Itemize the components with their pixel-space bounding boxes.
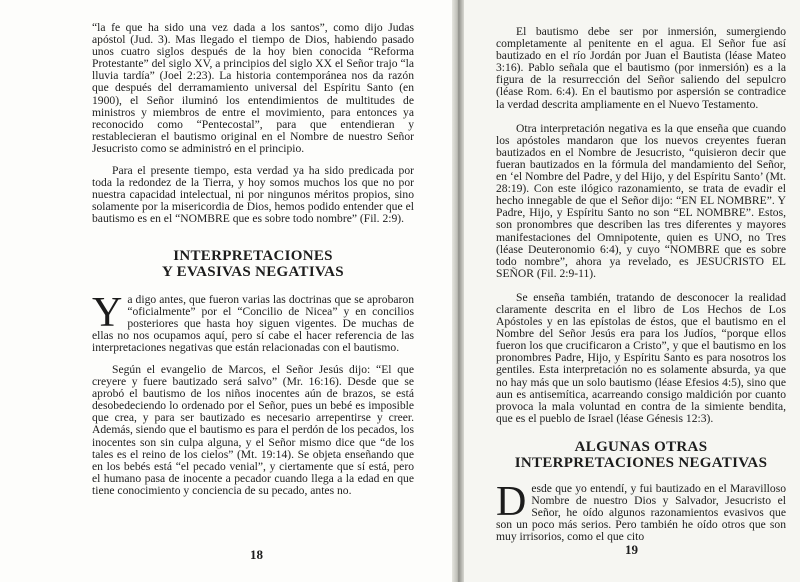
drop-cap: D bbox=[496, 478, 527, 525]
paragraph-text: a digo antes, que fueron varias las doctrinas que se aprobaron “oficialmente” por el “Concilio de Nicea” y en concilios posteriores que hasta hoy siguen vigentes. De muchas de ellas no nos ocupamos aquí, pero sí cabe el hacer referencia de las interpretaciones negativas que están relacionadas con el bautismo. bbox=[92, 292, 414, 354]
page-number: 18 bbox=[250, 547, 263, 562]
paragraph: Otra interpretación negativa es la que enseña que cuando los apóstoles mandaron que los nuevos creyentes fueran bautizados en el Nombre de Jesucristo, “quisieron decir que fueran bautizados en la fórmula del mandamiento del Señor, en ‘el Nombre del Padre, y del Hijo, y del Espíritu Santo’ (Mt. 28:19). Con este ilógico razonamiento, se trata de evadir el hecho innegable de que el Señor dijo: “EN EL NOMBRE”. Y Padre, Hijo, y Espíritu Santo no son “EL NOMBRE”. Estos, son pronombres que describen las tres diferentes y mayores manifestaciones del Omnipotente, quien es UNO, no Tres (léase Deuteronomio 6:4), y cuyo “NOMBRE que es sobre todo nombre”, ahora ya revelado, es JESUCRISTO EL SEÑOR (Fil. 2:9-11). bbox=[496, 121, 786, 280]
heading-line: Y EVASIVAS NEGATIVAS bbox=[162, 263, 344, 280]
paragraph: Se enseña también, tratando de desconocer la realidad claramente descrita en el libro de Los Hechos de Los Apóstoles y en las epístolas de éstos, que el bautismo en el Nombre del Señor Jesús era para los Judíos, “porque ellos fueron los que crucificaron a Cristo”, y que el bautismo en los pronombres Padre, Hijo, y Espíritu Santo es para nosotros los gentiles. Esta interpretación no es solamente absurda, ya que no hay más que un solo bautismo (léase Efesios 4:5), sino que aun es antisemítica, acarreando consigo maldición por cuanto provoca la mala voluntad en contra de la simiente bendita, que es el pueblo de Israel (léase Génesis 12:3). bbox=[496, 290, 786, 425]
heading-line: ALGUNAS OTRAS bbox=[574, 438, 708, 455]
page-number: 19 bbox=[625, 542, 638, 557]
left-text-column bbox=[92, 22, 414, 497]
paragraph bbox=[496, 478, 786, 544]
paragraph: Para el presente tiempo, esta verdad ya ha sido predicada por toda la redondez de la Tierra, y hoy somos muchos los que no por nuestra capacidad intelectual, ni por ningunos méritos propios, sino solamente por la misericordia de Dios, hemos podido entender que el bautismo es en el “NOMBRE que es sobre todo nombre” (Fil. 2:9). bbox=[92, 164, 414, 226]
section-heading bbox=[92, 248, 414, 280]
paragraph bbox=[92, 289, 414, 354]
paragraph: Según el evangelio de Marcos, el Señor Jesús dijo: “El que creyere y fuere bautizado será salvo” (Mr. 16:16). Desde que se aprobó el bautismo de los niños inocentes aún de brazos, se está desobedeciendo lo ordenado por el Señor, pues un bebé es imposible que crea, y para ser bautizado es necesario arrepentirse y creer. Además, siendo que el bautismo es para el perdón de los pecados, los inocentes son sin culpa alguna, y el Señor mismo dice que “de los tales es el reino de los cielos” (Mt. 19:14). Se objeta enseñando que en los bebés está “el pecado venial”, y ciertamente que sí está, pero el humano pasa de inocente a pecador cuando llega a la edad en que tiene conocimiento y conciencia de su pecado, antes no. bbox=[92, 362, 414, 497]
right-text-column bbox=[496, 26, 786, 543]
heading-line: INTERPRETACIONES bbox=[173, 247, 333, 264]
book-gutter bbox=[452, 0, 464, 582]
drop-cap: Y bbox=[92, 289, 123, 336]
paragraph-text: esde que yo entendí, y fui bautizado en el Maravilloso Nombre de nuestro Dios y Salvador, Jesucristo el Señor, he oído algunos razonamientos evasivos que son un poco más serios. Pero también he oído otros que son muy irrisorios, como el que cito bbox=[496, 481, 786, 544]
section-heading bbox=[496, 439, 786, 471]
heading-line: INTERPRETACIONES NEGATIVAS bbox=[514, 454, 768, 471]
paragraph: “la fe que ha sido una vez dada a los santos”, como dijo Judas apóstol (Jud. 3). Mas llegado el tiempo de Dios, habiendo pasado unos cuatro siglos después de la hoy bien conocida “Reforma Protestante” del siglo XV, a principios del siglo XX el Señor trajo “la lluvia tardía” (Joel 2:23). La historia contemporánea nos da razón que después del derramamiento universal del Espíritu Santo (en 1900), el Señor iluminó los entendimientos de multitudes de ministros y miembros de entre el movimiento, para entonces ya reconocido como “Pentecostal”, para que entendieran y restablecieran el bautismo original en el Nombre de nuestro Señor Jesucristo como se administró en el principio. bbox=[92, 21, 414, 155]
paragraph: El bautismo debe ser por inmersión, sumergiendo completamente al penitente en el agua. El Señor fue así bautizado en el río Jordán por Juan el Bautista (léase Mateo 3:16). Pablo señala que el bautismo (por inmersión) es a la figura de la resurrección del Señor saliendo del sepulcro (léase Rom. 6:4). En el bautismo por aspersión se contradice la verdad descrita ampliamente en el Nuevo Testamento. bbox=[496, 25, 786, 111]
right-page bbox=[458, 0, 800, 582]
